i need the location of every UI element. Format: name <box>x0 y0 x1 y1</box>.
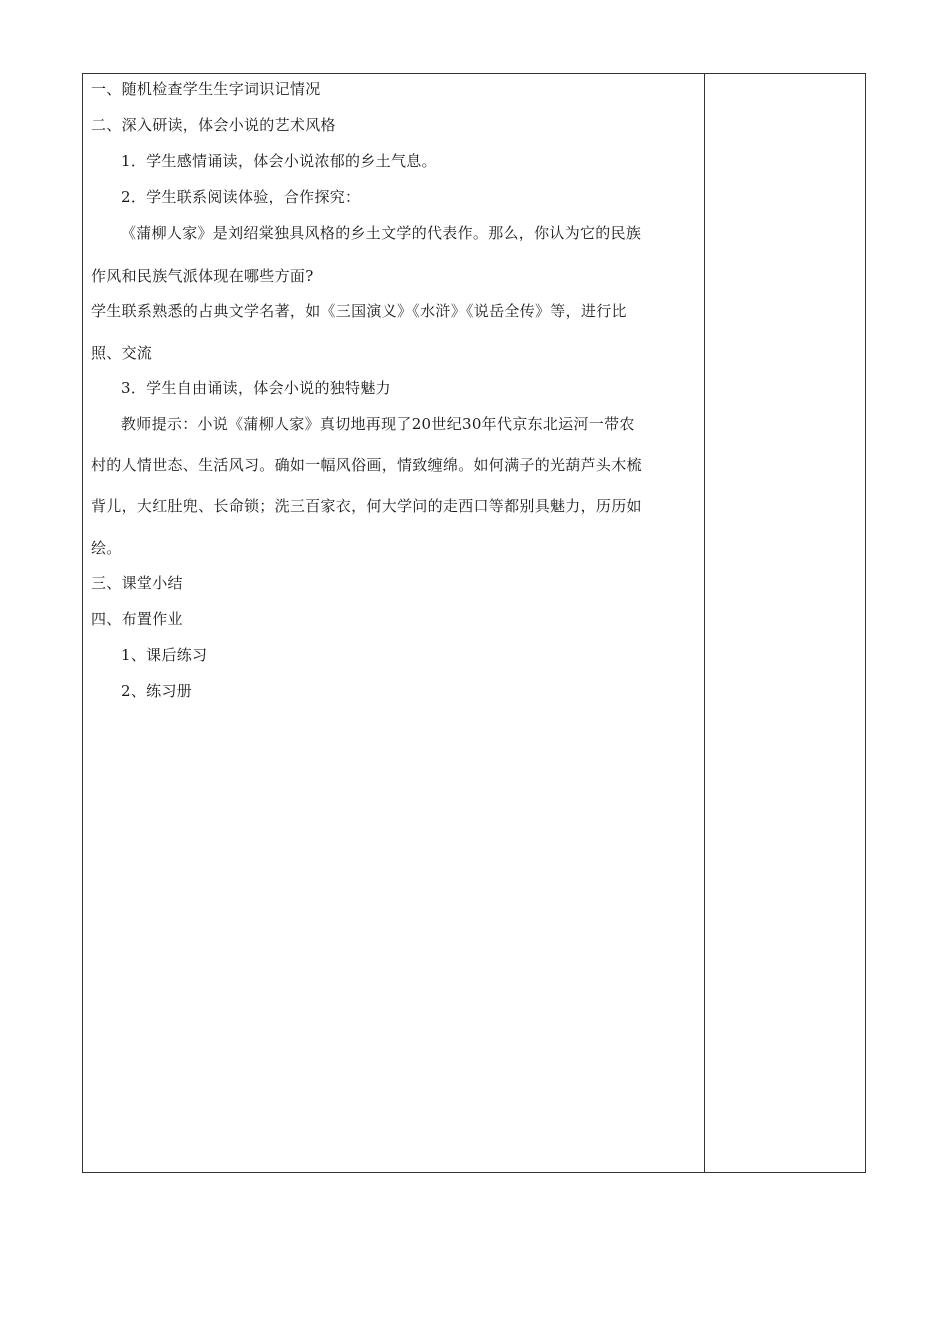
homework-item-2: 2、练习册 <box>121 682 193 700</box>
homework-item-1: 1、课后练习 <box>121 646 208 664</box>
step-1: 1．学生感情诵读，体会小说浓郁的乡土气息。 <box>121 152 437 170</box>
question-line-1: 《蒲柳人家》是刘绍棠独具风格的乡土文学的代表作。那么，你认为它的民族 <box>121 224 642 242</box>
teacher-tip-line-4: 绘。 <box>91 539 122 557</box>
activity-line-2: 照、交流 <box>91 344 153 362</box>
activity-line-1: 学生联系熟悉的占典文学名著，如《三国演义》《水浒》《说岳全传》等，进行比 <box>91 302 627 320</box>
teacher-tip-line-1: 教师提示：小说《蒲柳人家》真切地再现了20世纪30年代京东北运河一带农 <box>121 415 635 433</box>
question-line-2: 作风和民族气派体现在哪些方面? <box>91 267 314 285</box>
section-heading-3: 三、课堂小结 <box>91 574 183 592</box>
teacher-tip-line-2: 村的人情世态、生活风习。确如一幅风俗画，情致缠绵。如何满子的光葫芦头木梳 <box>91 456 642 474</box>
section-heading-4: 四、布置作业 <box>91 610 183 628</box>
lesson-plan-table <box>82 73 866 1173</box>
step-3: 3．学生自由诵读，体会小说的独特魅力 <box>121 379 391 397</box>
section-heading-1: 一、随机检查学生生字词识记情况 <box>91 80 321 98</box>
teacher-tip-line-3: 背儿，大红肚兜、长命锁；洗三百家衣，何大学问的走西口等都别具魅力，历历如 <box>91 497 642 515</box>
lesson-content-cell <box>83 74 705 1172</box>
section-heading-2: 二、深入研读，体会小说的艺术风格 <box>91 116 336 134</box>
step-2: 2．学生联系阅读体验，合作探究： <box>121 188 361 206</box>
notes-cell <box>705 74 865 1172</box>
